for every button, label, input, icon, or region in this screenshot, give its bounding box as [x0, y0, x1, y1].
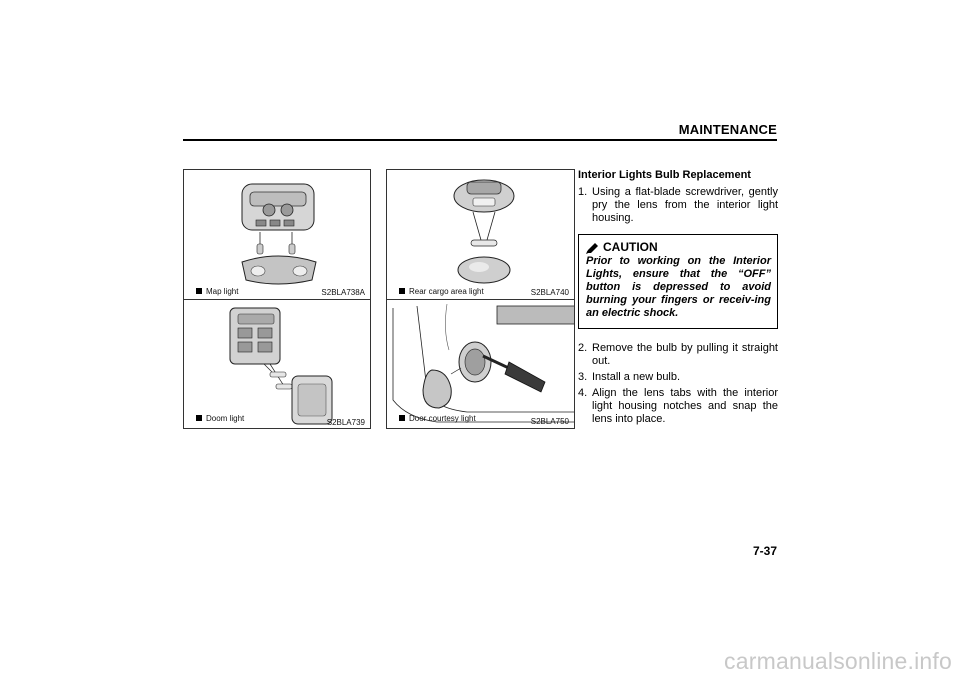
instructions-title: Interior Lights Bulb Replacement — [578, 169, 751, 181]
watermark-link[interactable]: carmanualsonline.info — [724, 648, 952, 674]
caution-header — [586, 241, 771, 254]
step-text: Using a flat-blade screwdriver, gently pry the lens from the interior light housing. — [592, 186, 778, 224]
bullet-square-icon — [196, 415, 202, 421]
figure-code: S2BLA739 — [326, 418, 365, 427]
bullet-square-icon — [399, 415, 405, 421]
step-number: 4. — [578, 387, 588, 399]
figure-caption: Map light — [196, 287, 238, 296]
step-item — [578, 186, 778, 225]
step-item — [578, 371, 778, 384]
caution-pencil-icon — [586, 242, 599, 254]
step-text: Remove the bulb by pulling it straight out. — [592, 342, 778, 367]
step-text: Install a new bulb. — [592, 371, 681, 383]
caution-text: Prior to working on the Interior Lights, ensure that the “OFF” button is depressed to avoid burning your fingers or receiv-ing an electric shock. — [586, 255, 771, 319]
step-item — [578, 342, 778, 368]
section-title: MAINTENANCE — [678, 122, 777, 137]
bullet-square-icon — [196, 288, 202, 294]
figure-rear-cargo-light — [386, 169, 575, 300]
figure-code: S2BLA738A — [321, 288, 365, 297]
step-text: Align the lens tabs with the interior light housing notches and snap the lens into place. — [592, 387, 778, 425]
step-number: 3. — [578, 371, 588, 383]
figure-caption: Doom light — [196, 414, 244, 423]
page-number: 7-37 — [752, 544, 777, 558]
figure-code: S2BLA740 — [530, 288, 569, 297]
door-courtesy-light-illustration — [387, 300, 575, 429]
figure-doom-light — [183, 299, 371, 429]
map-light-illustration — [184, 170, 371, 300]
step-item — [578, 387, 778, 426]
bullet-square-icon — [399, 288, 405, 294]
caution-label: CAUTION — [603, 240, 658, 254]
caution-box — [578, 234, 778, 329]
rear-cargo-light-illustration — [387, 170, 575, 300]
figure-code: S2BLA750 — [530, 417, 569, 426]
figure-caption: Rear cargo area light — [399, 287, 484, 296]
doom-light-illustration — [184, 300, 371, 429]
instructions-column — [578, 169, 778, 429]
figure-door-courtesy-light — [386, 299, 575, 429]
step-number: 1. — [578, 186, 588, 198]
header-rule — [183, 139, 777, 141]
step-number: 2. — [578, 342, 588, 354]
figure-caption: Door courtesy light — [399, 414, 476, 423]
figure-map-light — [183, 169, 371, 300]
